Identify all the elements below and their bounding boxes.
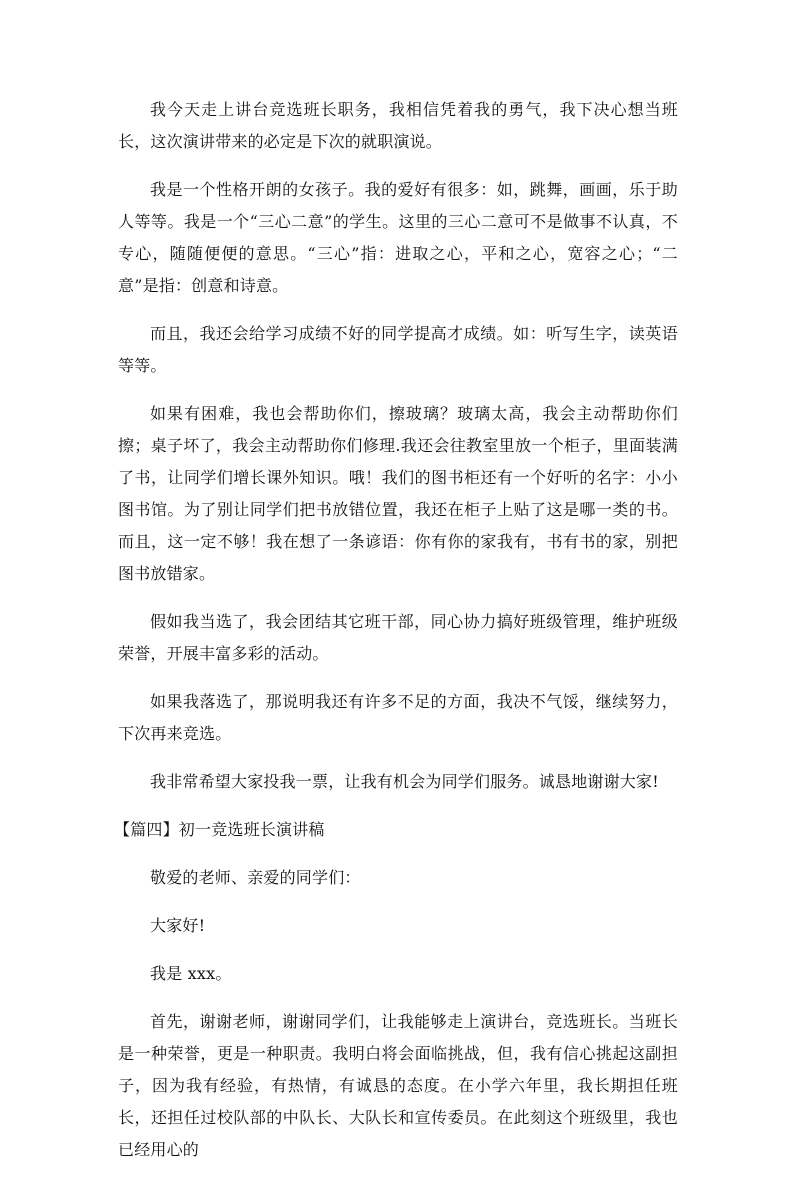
section-heading: 【篇四】初一竞选班长演讲稿 [114,820,325,839]
paragraph: 我非常希望大家投我一票，让我有机会为同学们服务。诚恳地谢谢大家! [150,772,659,791]
paragraph: 大家好! [150,916,206,935]
paragraph: 假如我当选了，我会团结其它班干部，同心协力搞好班级管理，维护班级荣誉，开展丰富多彩的活动。 [118,612,678,663]
paragraph: 敬爱的老师、亲爱的同学们： [150,868,361,887]
paragraph: 首先，谢谢老师，谢谢同学们，让我能够走上演讲台，竞选班长。当班长是一种荣誉，更是一种职责。我明白将会面临挑战，但，我有信心挑起这副担子，因为我有经验，有热情，有诚恳的态度。在小学六年里，我长期担任班长，还担任过校队部的中队长、大队长和宣传委员。在此刻这个班级里，我也已经用心的 [118,1012,678,1159]
paragraph: 如果有困难，我也会帮助你们，擦玻璃？玻璃太高，我会主动帮助你们擦；桌子坏了，我会主动帮助你们修理.我还会往教室里放一个柜子，里面装满了书，让同学们增长课外知识。哦！我们的图书柜还有一个好听的名字：小小图书馆。为了别让同学们把书放错位置，我还在柜子上贴了这是哪一类的书。而且，这一定不够！我在想了一条谚语：你有你的家我有，书有书的家，别把图书放错家。 [118,404,678,583]
paragraph: 我是一个性格开朗的女孩子。我的爱好有很多：如，跳舞，画画，乐于助人等等。我是一个“三心二意”的学生。这里的三心二意可不是做事不认真，不专心，随随便便的意思。“三心”指：进取之心，平和之心，宽容之心；“二意”是指：创意和诗意。 [118,180,678,295]
document-body [114,94,678,1182]
paragraph: 如果我落选了，那说明我还有许多不足的方面，我决不气馁，继续努力，下次再来竞选。 [118,692,678,743]
paragraph: 我是 xxx。 [150,964,232,983]
paragraph: 而且，我还会给学习成绩不好的同学提高才成绩。如：听写生字，读英语等等。 [118,324,678,375]
paragraph: 我今天走上讲台竞选班长职务，我相信凭着我的勇气，我下决心想当班长，这次演讲带来的必定是下次的就职演说。 [118,100,678,151]
